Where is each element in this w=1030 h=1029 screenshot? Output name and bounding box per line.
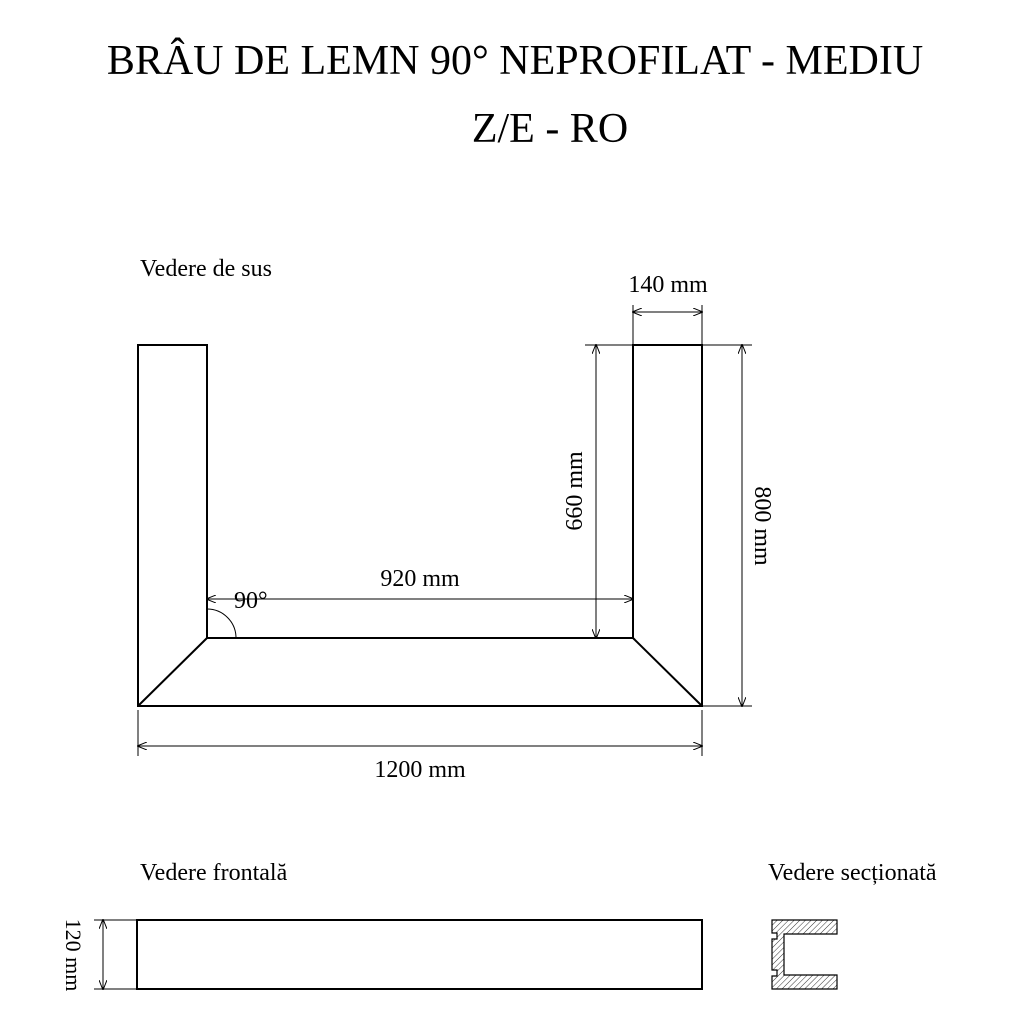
miter-right <box>633 638 702 706</box>
front-view-rect <box>137 920 702 989</box>
title-line-2: Z/E - RO <box>471 106 629 152</box>
dim-label-800: 800 mm <box>749 486 775 566</box>
front-view <box>61 860 702 991</box>
title-line-1: BRÂU DE LEMN 90° NEPROFILAT - MEDIU <box>106 38 924 84</box>
dim-label-1200: 1200 mm <box>374 757 466 783</box>
angle-label: 90° <box>234 588 268 614</box>
dim-label-140: 140 mm <box>628 272 708 298</box>
dim-label-920: 920 mm <box>380 566 460 592</box>
front-view-label: Vedere frontală <box>140 860 288 886</box>
dim-label-660: 660 mm <box>562 451 588 531</box>
section-view-label: Vedere secționată <box>768 860 937 886</box>
section-profile <box>772 920 837 989</box>
top-view-label: Vedere de sus <box>140 256 272 282</box>
frame-outline <box>138 345 702 706</box>
miter-left <box>138 638 207 706</box>
dim-label-120: 120 mm <box>61 918 86 992</box>
top-view <box>138 256 775 783</box>
section-view <box>768 860 937 989</box>
angle-arc <box>207 609 236 638</box>
